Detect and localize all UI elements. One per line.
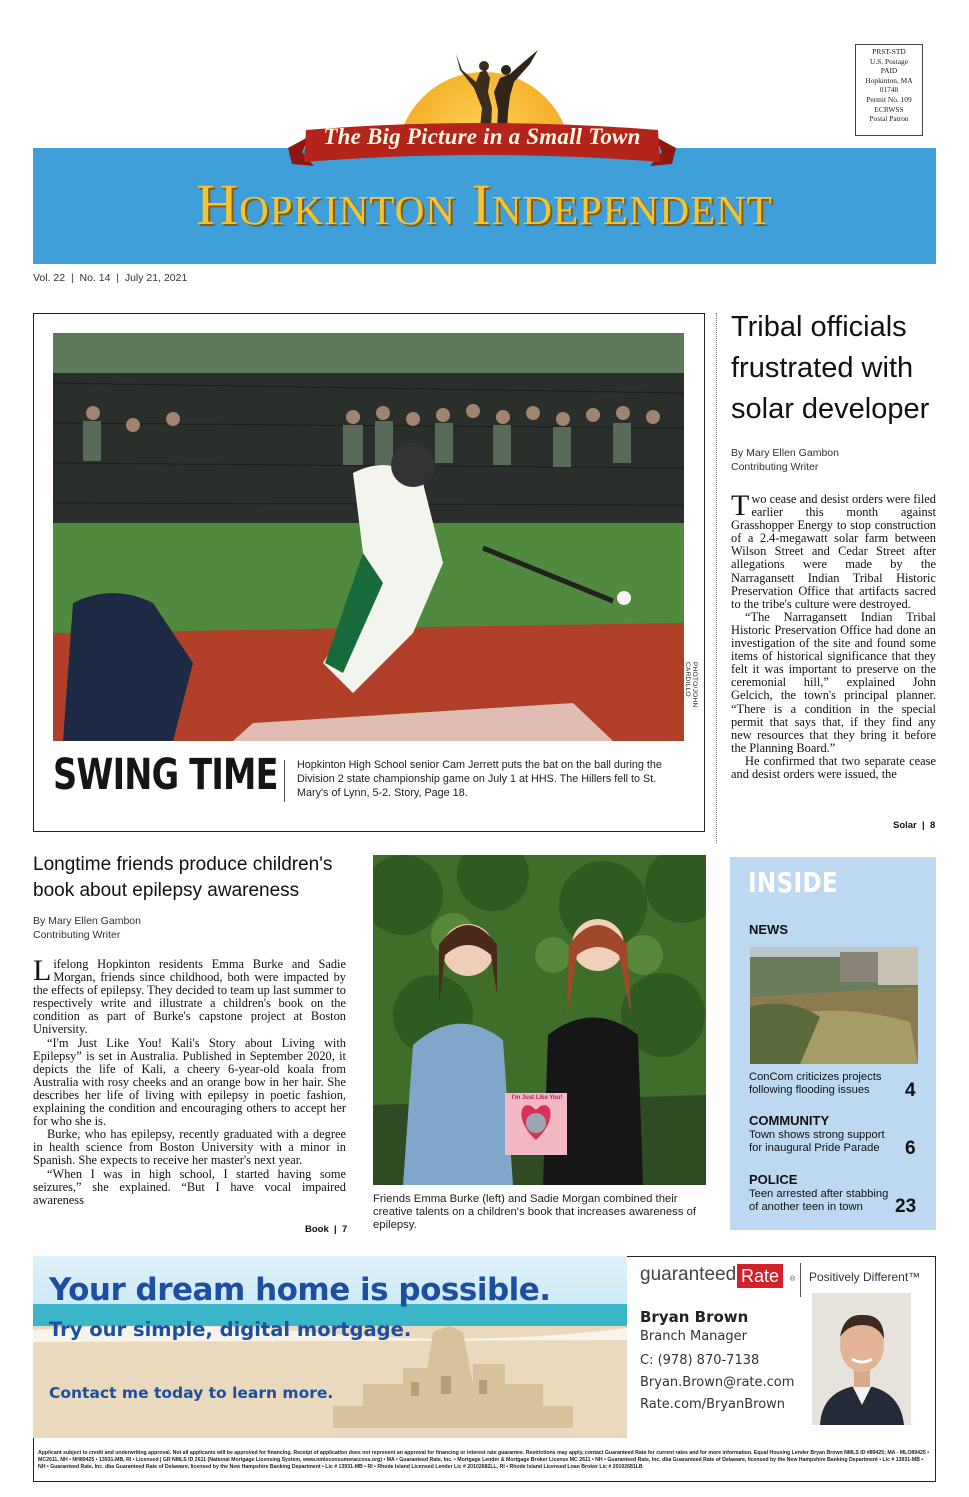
brand-tagline: Positively Different™ (809, 1270, 921, 1284)
volume-issue-date: Vol. 22 | No. 14 | July 21, 2021 (33, 272, 188, 284)
ad-headline: Your dream home is possible. (49, 1272, 551, 1308)
byline-name: By Mary Ellen Gambon (731, 447, 839, 459)
tribal-article-body (731, 489, 936, 781)
article-paragraph (731, 489, 936, 611)
paragraph-text: ifelong Hopkinton residents Emma Burke and Sadie Morgan, friends since childhood, both were impacted by the effects of epilepsy. They decided to team up last summer to respectively write and illustrate a children's book on the condition as part of Burke's capstone project at Boston University. (33, 957, 346, 1037)
tribal-jump-link[interactable]: Solar | 8 (893, 820, 936, 831)
postage-line: Permit No. 109 (866, 94, 912, 104)
agent-title: Branch Manager (640, 1329, 747, 1344)
book-cover-title: I'm Just Like You! (511, 1095, 563, 1101)
agent-email[interactable]: Bryan.Brown@rate.com (640, 1375, 795, 1390)
section-label-news: NEWS (749, 922, 788, 937)
brand-logo-rate: Rate (737, 1264, 783, 1288)
article-paragraph: “I'm Just Like You! Kali's Story about Living with Epilepsy” is set in Australia. Published in September 2020, it depicts the life of Kali, a cheery 6-year-old koala from Australia with rosy cheeks and an orange bow in her hair. She describes her life of living with epilepsy in poetic fashion, explaining the condition and encouraging others to accept her for who she is. (33, 1035, 346, 1129)
friends-book-photo (373, 855, 706, 1185)
postage-indicia (855, 44, 923, 136)
caption-divider (284, 760, 285, 802)
friends-photo-caption: Friends Emma Burke (left) and Sadie Morgan combined their creative talents on a children's book that increases awareness of epilepsy. (373, 1193, 697, 1232)
agent-website[interactable]: Rate.com/BryanBrown (640, 1397, 786, 1412)
postage-line: U.S. Postage (870, 56, 908, 66)
agent-phone[interactable]: C: (978) 870-7138 (640, 1353, 760, 1368)
ad-subheadline: Try our simple, digital mortgage. (49, 1318, 412, 1341)
postage-line: Postal Patron (869, 114, 909, 124)
baseball-photo (53, 333, 684, 741)
inside-page-community: 6 (905, 1138, 916, 1159)
inside-item-news[interactable]: ConCom criticizes projects following flooding issues (749, 1071, 882, 1097)
logo-divider (800, 1263, 801, 1297)
tribal-headline[interactable]: Tribal officials frustrated with solar developer (731, 311, 930, 425)
epilepsy-headline[interactable]: Longtime friends produce children's book about epilepsy awareness (33, 854, 333, 901)
inside-title: INSIDE (748, 866, 839, 899)
byline-role: Contributing Writer (33, 928, 121, 941)
inside-page-police: 23 (895, 1196, 917, 1217)
inside-item-police[interactable]: Teen arrested after stabbing of another teen in town (749, 1188, 889, 1214)
paragraph-text: wo cease and desist orders were filed earlier this month against Grasshopper Energy to stop construction of a 2.4-megawatt solar farm between Wilson Street and Cedar Street after allegations were made by the Narragansett Indian Tribal Historic Preservation Office that artifacts sacred to the tribe's culture were destroyed. (731, 492, 936, 611)
drop-cap: L (33, 954, 52, 987)
masthead-tagline: The Big Picture in a Small Town (323, 124, 641, 149)
section-label-community: COMMUNITY (749, 1113, 830, 1128)
ad-fine-print: Applicant subject to credit and underwriting approval. Not all applicants will be approved for financing. Receipt of application does not represent an approval for financing or interest rate guarantee. Restrictions may apply, contact Guaranteed Rate for current rates and for more information. Equal Housing Lender Bryan Brown NMLS ID #89425; MA - MLO89425 • MC2611, NH • NH89425 • 13931-MB, RI • Licensed | GR NMLS ID 2611 (National Mortgage Licensing System, www.nmlsconsumeraccess.org) • MA • Guaranteed Rate, Inc. • Mortgage Lender & Mortgage Broker License MC 2611 • NH • Guaranteed Rate, Inc. dba Guaranteed Rate of Delaware, licensed by the New Hampshire Banking Department • Lic # 13931-MB • NH • Guaranteed Rate, Inc. dba Guaranteed Rate of Delaware, licensed by the New Hampshire Banking Department • Lic # 13931-MB • RI • Rhode Island Licensed Lender Lic # 20102682LL, RI • Rhode Island Licensed Loan Broker Lic # 20102681LB (38, 1450, 930, 1470)
feature-headline: SWING TIME (53, 750, 278, 800)
column-divider (716, 313, 717, 843)
agent-headshot (812, 1293, 911, 1425)
tribal-byline (731, 447, 839, 474)
postage-line: PAID (880, 66, 898, 76)
article-paragraph: Burke, who has epilepsy, recently graduated with a degree in health science from Boston University with a minor in Spanish. She expects to receive her master's next year. (33, 1127, 346, 1168)
epilepsy-byline (33, 915, 141, 942)
postage-line: Hopkinton, MA (865, 75, 913, 85)
article-paragraph: “The Narragansett Indian Tribal Historic Preservation Office had done an investigation of the site and found some items of historical significance that they felt it was important to preserve on the ceremonial hill,” explained John Gelcich, the town's principal planner. “There is a condition in the special permit that says that, if they find any new resources that they bring it before the Planning Board.” (731, 609, 936, 755)
inside-item-community[interactable]: Town shows strong support for inaugural Pride Parade (749, 1129, 885, 1155)
photo-credit: PHOTO/JOHN CARDILLO (684, 662, 698, 708)
brand-logo-word: guaranteed (640, 1264, 737, 1285)
inside-page-news: 4 (905, 1080, 916, 1101)
flooding-photo (750, 947, 918, 1064)
postage-line: PRST-STD (872, 47, 906, 56)
article-paragraph: He confirmed that two separate cease and desist orders were issued, the (731, 753, 936, 781)
newspaper-title: Hopkinton Independent (196, 172, 773, 237)
postage-line: 01748 (879, 85, 899, 95)
agent-name: Bryan Brown (640, 1308, 749, 1326)
epilepsy-article-body (33, 954, 346, 1207)
epilepsy-jump-link[interactable]: Book | 7 (305, 1224, 348, 1235)
byline-role: Contributing Writer (731, 460, 819, 473)
feature-caption: Hopkinton High School senior Cam Jerrett puts the bat on the ball during the Division 2 state championship game on July 1 at HHS. The Hillers fell to St. Mary's of Lynn, 5-2. Story, Page 18. (297, 759, 662, 799)
registered-mark-icon: ® (790, 1276, 796, 1283)
article-paragraph: “When I was in high school, I started having some seizures,” she explained. “But I have vocal impaired awareness (33, 1166, 346, 1207)
article-paragraph (33, 954, 346, 1037)
ad-call-to-action[interactable]: Contact me today to learn more. (49, 1384, 334, 1402)
section-label-police: POLICE (749, 1172, 798, 1187)
byline-name: By Mary Ellen Gambon (33, 915, 141, 927)
postage-line: ECRWSS (874, 104, 904, 114)
drop-cap: T (731, 489, 750, 522)
